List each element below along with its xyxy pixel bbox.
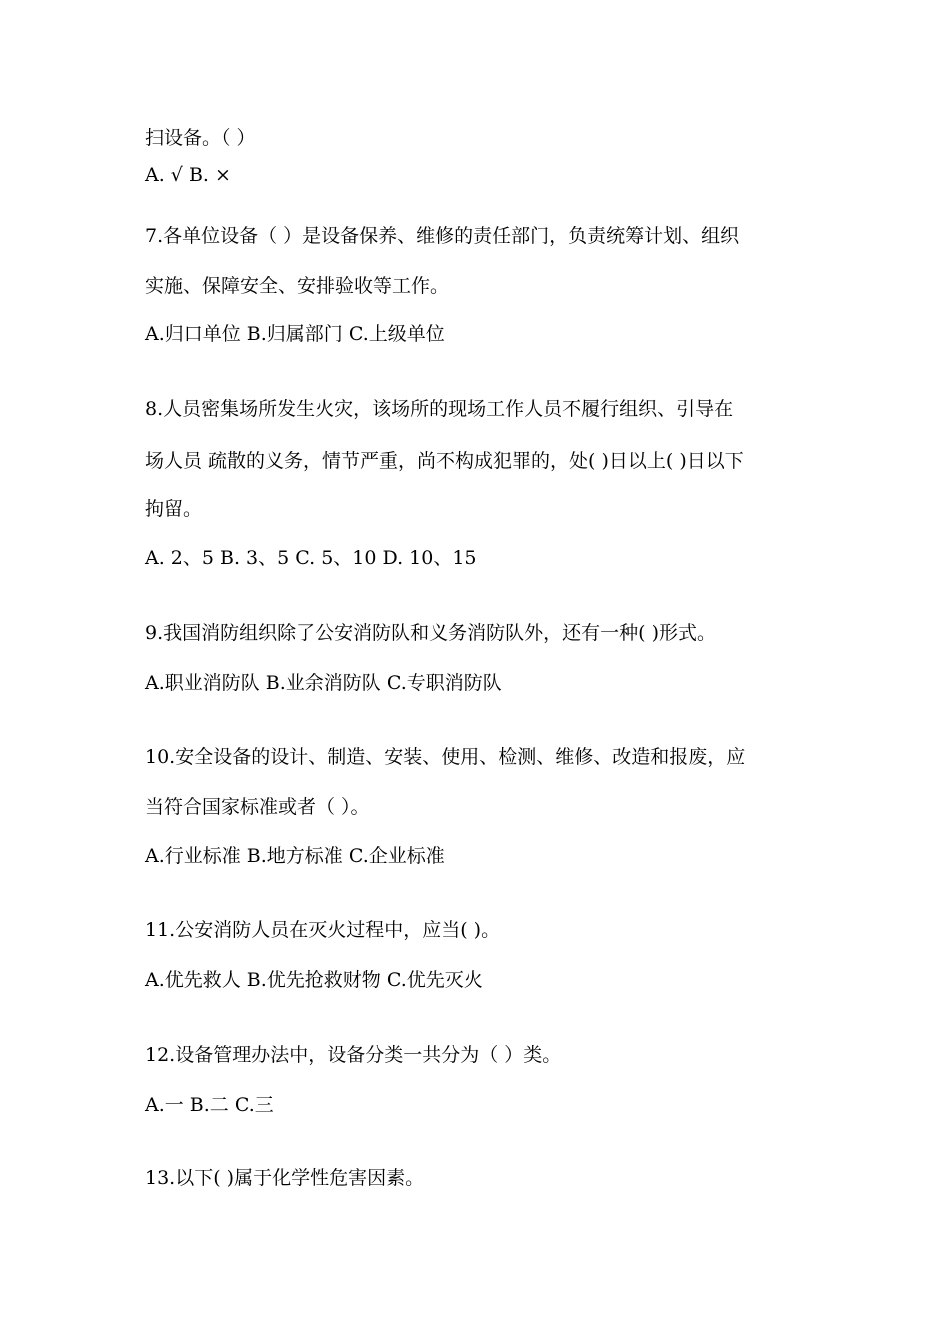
question-8-line-1: 8.人员密集场所发生火灾，该场所的现场工作人员不履行组织、引导在 xyxy=(145,398,734,420)
question-10-line-1: 10.安全设备的设计、制造、安装、使用、检测、维修、改造和报废，应 xyxy=(145,746,746,768)
question-9-line-1: 9.我国消防组织除了公安消防队和义务消防队外，还有一种( )形式。 xyxy=(145,622,716,644)
question-8-line-2: 场人员 疏散的义务，情节严重，尚不构成犯罪的，处( )日以上( )日以下 xyxy=(145,450,744,472)
question-7-line-2: 实施、保障安全、安排验收等工作。 xyxy=(145,275,450,297)
question-7-options: A.归口单位 B.归属部门 C.上级单位 xyxy=(145,323,445,345)
question-7-line-1: 7.各单位设备（ ）是设备保养、维修的责任部门，负责统筹计划、组织 xyxy=(145,225,740,247)
question-8-options: A. 2、5 B. 3、5 C. 5、10 D. 10、15 xyxy=(145,547,477,569)
question-13-line-1: 13.以下( )属于化学性危害因素。 xyxy=(145,1167,425,1189)
question-6-tail: 扫设备。（ ） xyxy=(145,127,256,149)
question-8-line-3: 拘留。 xyxy=(145,498,203,520)
question-9-options: A.职业消防队 B.业余消防队 C.专职消防队 xyxy=(145,672,502,694)
question-10-line-2: 当符合国家标准或者（ ）。 xyxy=(145,796,370,818)
question-10-options: A.行业标准 B.地方标准 C.企业标准 xyxy=(145,845,445,867)
question-12-options: A.一 B.二 C.三 xyxy=(145,1094,274,1116)
question-11-options: A.优先救人 B.优先抢救财物 C.优先灭火 xyxy=(145,969,483,991)
question-12-line-1: 12.设备管理办法中，设备分类一共分为（ ）类。 xyxy=(145,1044,562,1066)
question-6-options: A. √ B. × xyxy=(145,164,231,186)
question-11-line-1: 11.公安消防人员在灭火过程中，应当( )。 xyxy=(145,919,501,941)
